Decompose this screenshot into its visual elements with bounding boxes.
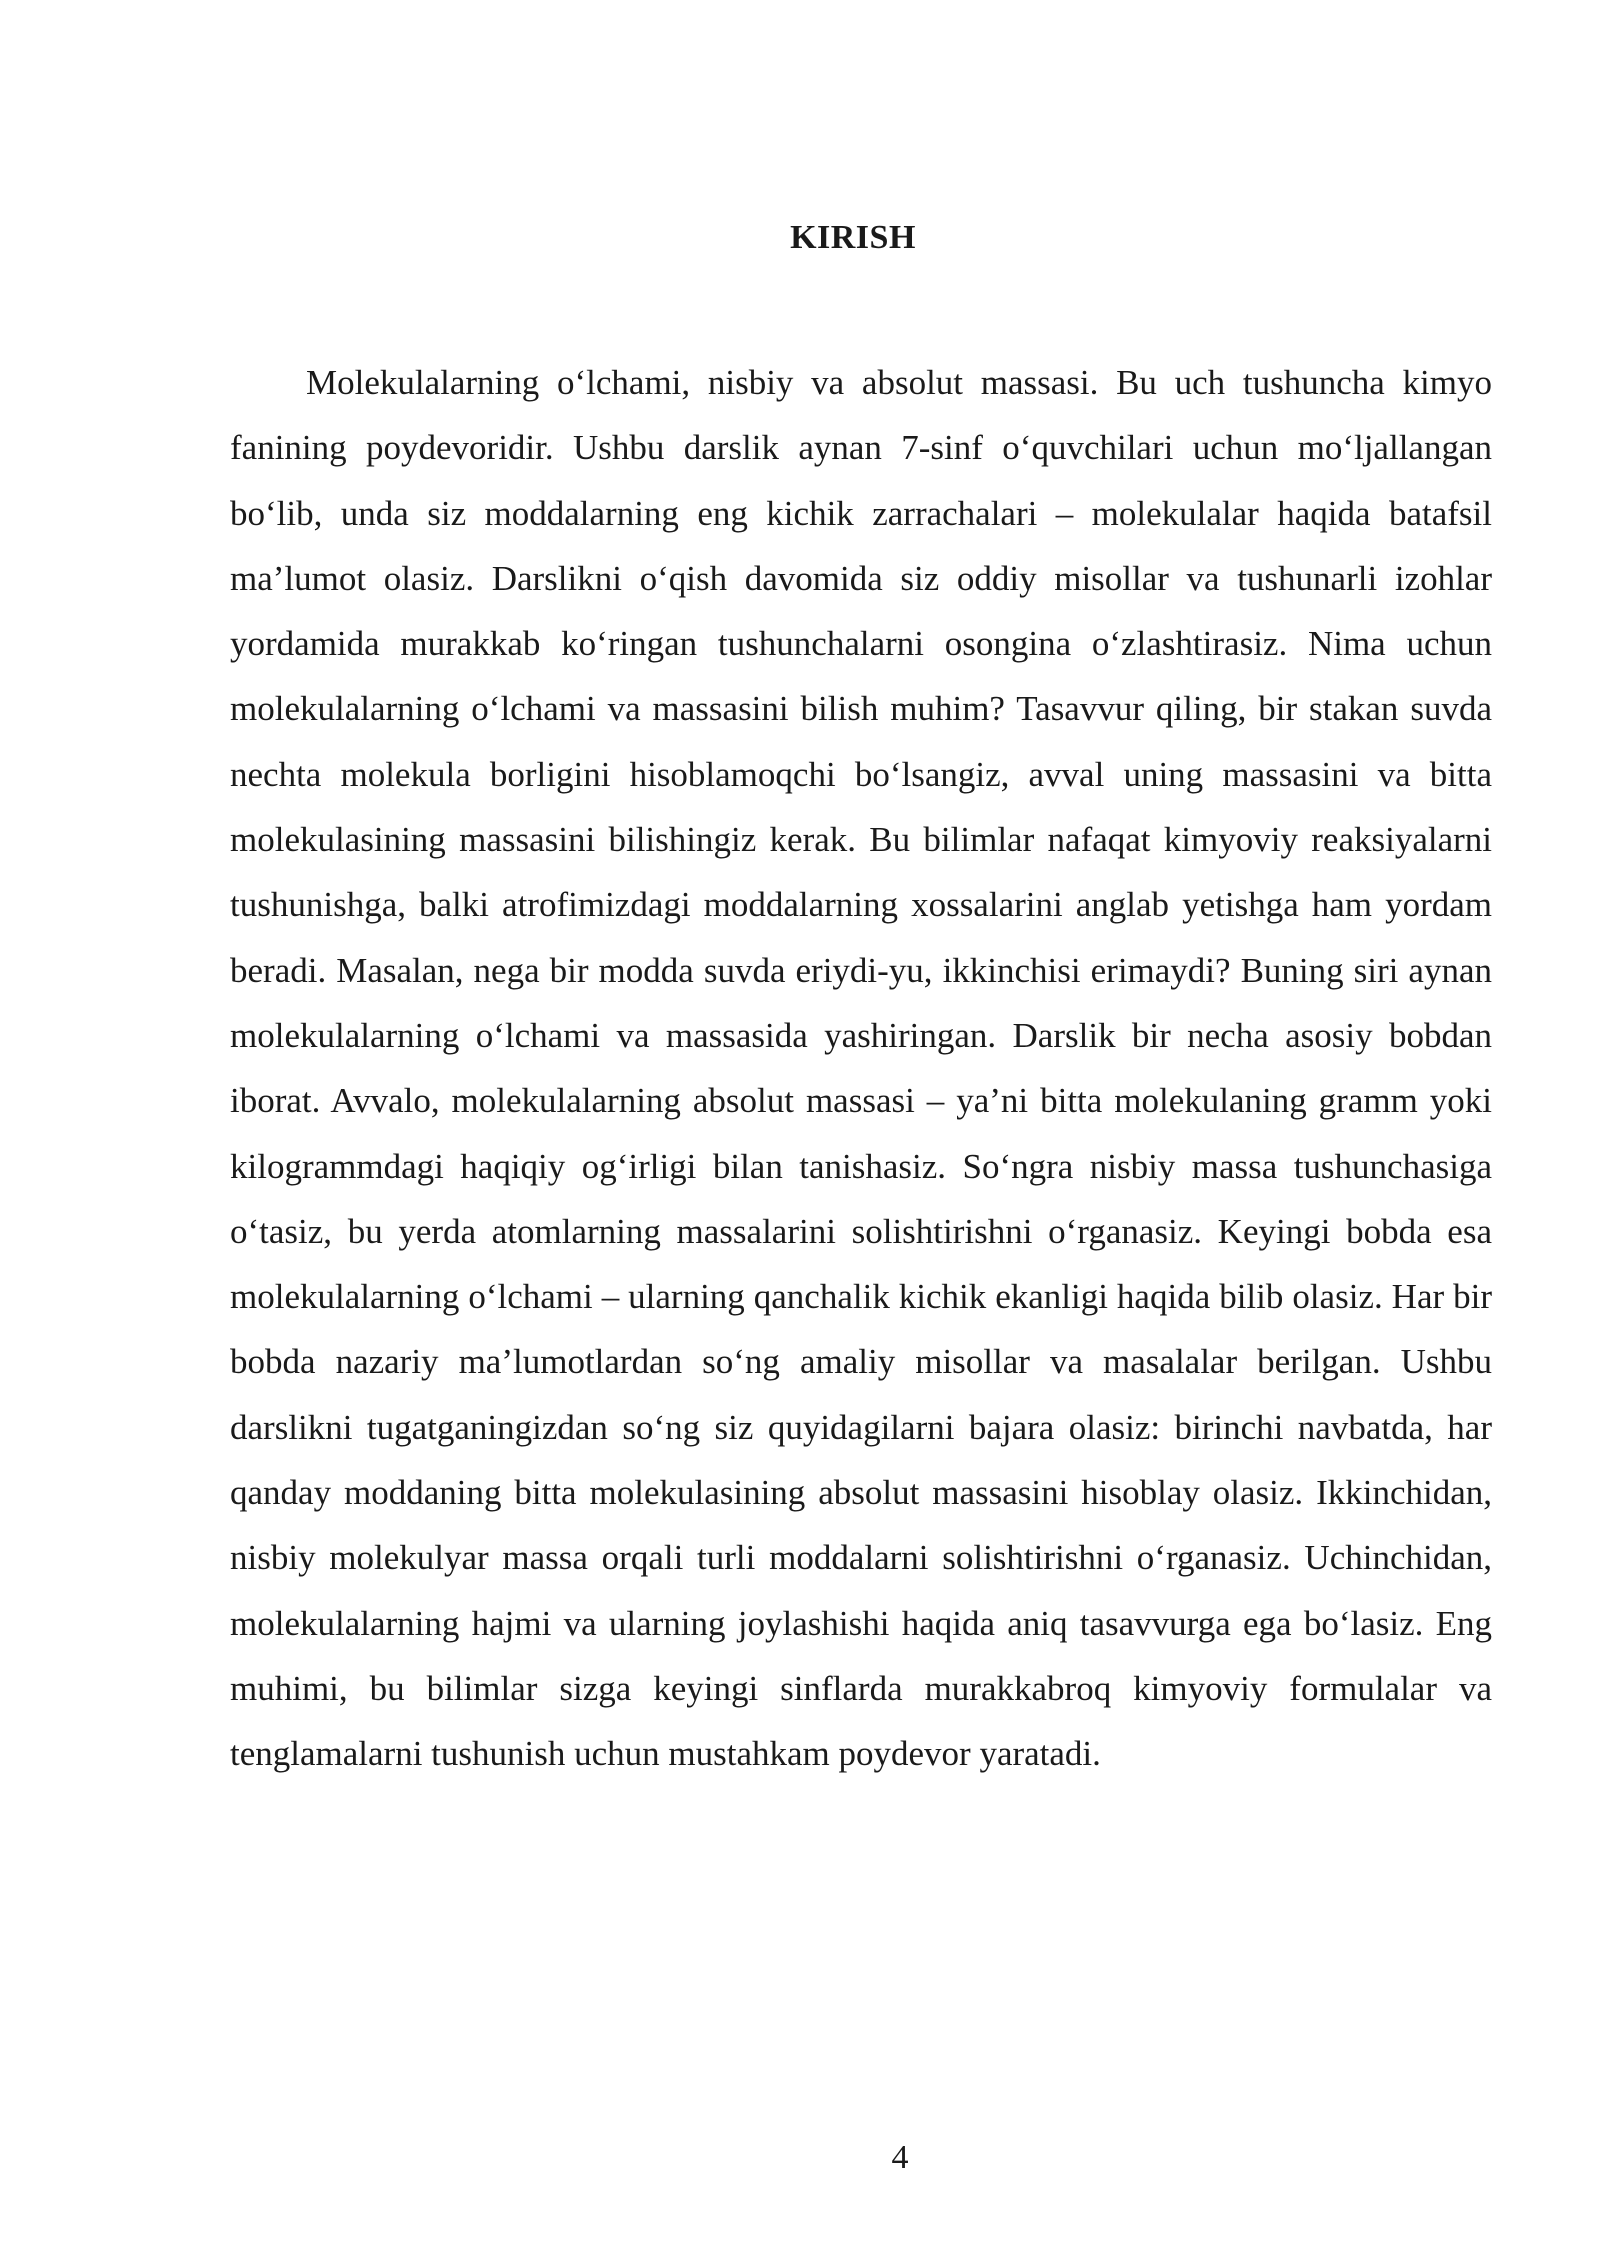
page-title: KIRISH: [790, 219, 916, 256]
page-number: 4: [891, 2139, 909, 2176]
body-paragraph: Molekulalarning o‘lchami, nisbiy va absolut massasi. Bu uch tushuncha kimyo fanining poydevoridir. Ushbu darslik aynan 7-sinf o‘quvchilari uchun mo‘ljallangan bo‘lib, unda siz moddalarning eng kichik zarrachalari – molekulalar haqida batafsil ma’lumot olasiz. Darslikni o‘qish davomida siz oddiy misollar va tushunarli izohlar yordamida murakkab ko‘ringan tushunchalarni osongina o‘zlashtirasiz. Nima uchun molekulalarning o‘lchami va massasini bilish muhim? Tasavvur qiling, bir stakan suvda nechta molekula borligini hisoblamoqchi bo‘lsangiz, avval uning massasini va bitta molekulasining massasini bilishingiz kerak. Bu bilimlar nafaqat kimyoviy reaksiyalarni tushunishga, balki atrofimizdagi moddalarning xossalarini anglab yetishga ham yordam beradi. Masalan, nega bir modda suvda eriydi-yu, ikkinchisi erimaydi? Buning siri aynan molekulalarning o‘lchami va massasida yashiringan. Darslik bir necha asosiy bobdan iborat. Avvalo, molekulalarning absolut massasi – ya’ni bitta molekulaning gramm yoki kilogrammdagi haqiqiy og‘irligi bilan tanishasiz. So‘ngra nisbiy massa tushunchasiga o‘tasiz, bu yerda atomlarning massalarini solishtirishni o‘rganasiz. Keyingi bobda esa molekulalarning o‘lchami – ularning qanchalik kichik ekanligi haqida bilib olasiz. Har bir bobda nazariy ma’lumotlardan so‘ng amaliy misollar va masalalar berilgan. Ushbu darslikni tugatganingizdan so‘ng siz quyidagilarni bajara olasiz: birinchi navbatda, har qanday moddaning bitta molekulasining absolut massasini hisoblay olasiz. Ikkinchidan, nisbiy molekulyar massa orqali turli moddalarni solishtirishni o‘rganasiz. Uchinchidan, molekulalarning hajmi va ularning joylashishi haqida aniq tasavvurga ega bo‘lasiz. Eng muhimi, bu bilimlar sizga keyingi sinflarda murakkabroq kimyoviy formulalar va tenglamalarni tushunish uchun mustahkam poydevor yaratadi.: [230, 363, 1492, 1774]
